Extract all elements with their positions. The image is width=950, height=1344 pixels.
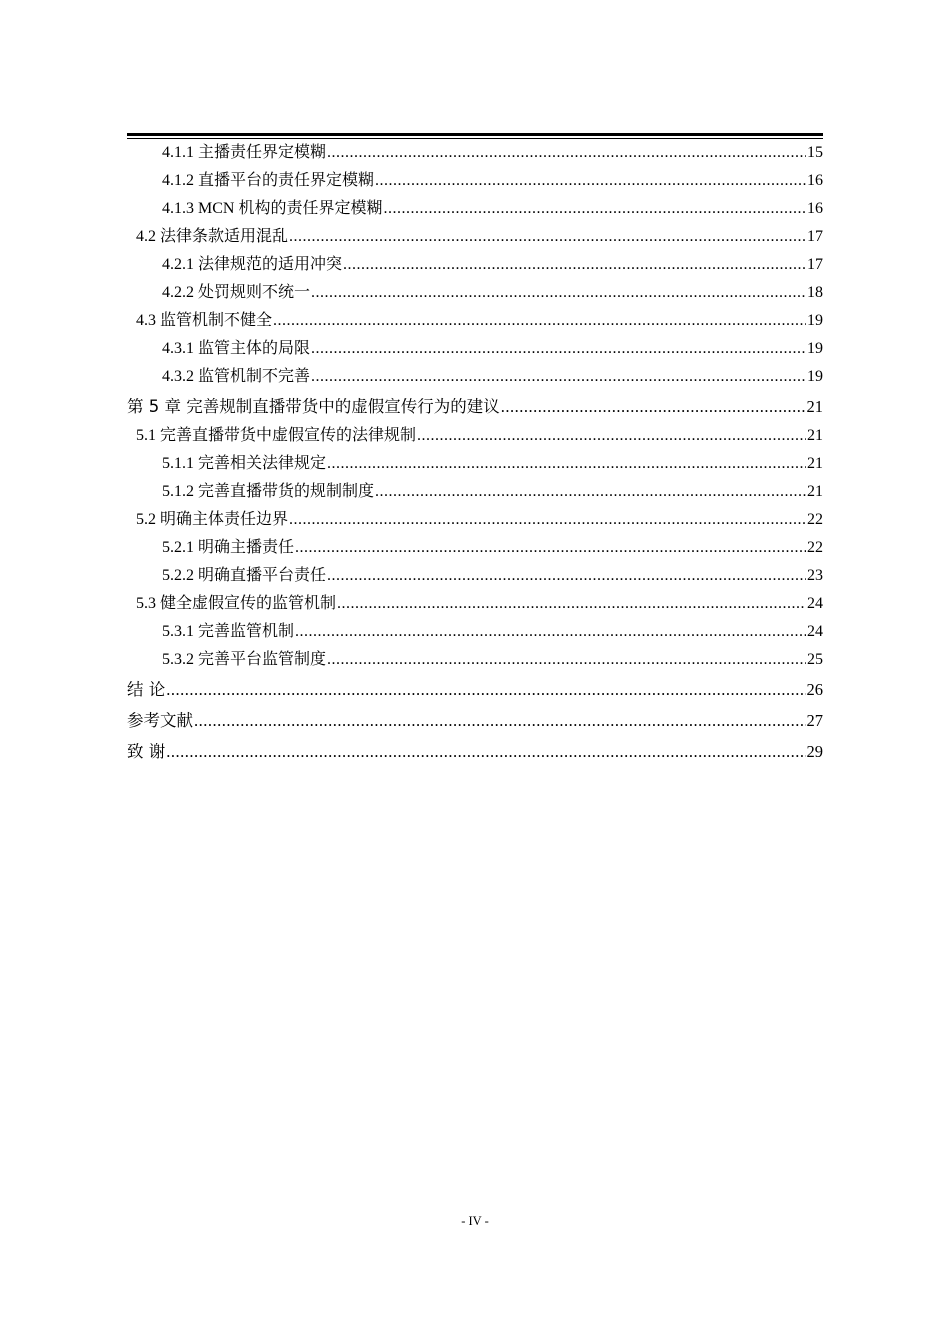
- toc-entry-label: 4.3.1 监管主体的局限: [162, 340, 311, 357]
- toc-dot-leader: [417, 422, 806, 450]
- toc-entry-label: 4.2 法律条款适用混乱: [136, 228, 289, 245]
- toc-entry[interactable]: [127, 363, 823, 391]
- page-number-footer: - IV -: [461, 1214, 489, 1228]
- toc-dot-leader: [166, 736, 805, 767]
- toc-entry[interactable]: [127, 534, 823, 562]
- toc-entry-label: 4.1.3 MCN 机构的责任界定模糊: [162, 200, 383, 217]
- toc-dot-leader: [327, 450, 806, 478]
- toc-entry-label: 5.2.1 明确主播责任: [162, 539, 295, 556]
- toc-entry-page: 26: [806, 680, 823, 699]
- toc-chapter-entry[interactable]: [127, 705, 823, 736]
- toc-dot-leader: [194, 705, 806, 736]
- toc-entry-page: 24: [807, 623, 823, 640]
- toc-entry-page: 27: [806, 711, 823, 730]
- toc-dot-leader: [375, 167, 806, 195]
- toc-entry-page: 22: [807, 511, 823, 528]
- toc-entry-page: 21: [807, 455, 823, 472]
- toc-entry-label: 5.1.1 完善相关法律规定: [162, 455, 327, 472]
- toc-entry-label: 5.3.1 完善监管机制: [162, 623, 295, 640]
- toc-entry-page: 24: [807, 595, 823, 612]
- toc-chapter-entry[interactable]: [127, 674, 823, 705]
- toc-dot-leader: [311, 279, 806, 307]
- toc-entry[interactable]: [127, 139, 823, 167]
- toc-dot-leader: [327, 646, 806, 674]
- toc-entry-label: 致 谢: [127, 742, 166, 761]
- toc-entry-label: 4.1.1 主播责任界定模糊: [162, 144, 327, 161]
- toc-entry-label: 4.3.2 监管机制不完善: [162, 368, 311, 385]
- toc-entry-page: 17: [807, 256, 823, 273]
- toc-entry-page: 17: [807, 228, 823, 245]
- toc-entry-page: 15: [807, 144, 823, 161]
- toc-dot-leader: [327, 562, 806, 590]
- toc-entry-page: 25: [807, 651, 823, 668]
- toc-chapter-entry[interactable]: [127, 391, 823, 422]
- toc-entry-label: 5.1.2 完善直播带货的规制制度: [162, 483, 375, 500]
- toc-entry-page: 18: [807, 284, 823, 301]
- toc-dot-leader: [337, 590, 806, 618]
- toc-dot-leader: [273, 307, 806, 335]
- toc-dot-leader: [295, 618, 806, 646]
- header-rule-thick: [127, 133, 823, 136]
- toc-entry[interactable]: [127, 335, 823, 363]
- toc-dot-leader: [383, 195, 806, 223]
- toc-entry[interactable]: [127, 590, 823, 618]
- toc-entry[interactable]: [127, 279, 823, 307]
- toc-entry[interactable]: [127, 195, 823, 223]
- toc-entry-label: 参考文献: [127, 711, 193, 730]
- toc-entry-label: 4.2.2 处罚规则不统一: [162, 284, 311, 301]
- toc-entry-label: 4.3 监管机制不健全: [136, 312, 273, 329]
- toc-entry[interactable]: [127, 223, 823, 251]
- toc-entry-page: 21: [807, 427, 823, 444]
- toc-entry[interactable]: [127, 422, 823, 450]
- toc-dot-leader: [289, 506, 806, 534]
- toc-entry[interactable]: [127, 167, 823, 195]
- toc-entry-label: 5.1 完善直播带货中虚假宣传的法律规制: [136, 427, 417, 444]
- toc-entry-page: 22: [807, 539, 823, 556]
- toc-entry-page: 19: [807, 368, 823, 385]
- toc-entry-label: 5.3.2 完善平台监管制度: [162, 651, 327, 668]
- toc-entry[interactable]: [127, 450, 823, 478]
- toc-dot-leader: [343, 251, 806, 279]
- toc-chapter-entry[interactable]: [127, 736, 823, 767]
- toc-entry[interactable]: [127, 618, 823, 646]
- toc-dot-leader: [295, 534, 806, 562]
- toc-entry-label: 结 论: [127, 680, 166, 699]
- toc-entry[interactable]: [127, 251, 823, 279]
- toc-entry-page: 19: [807, 312, 823, 329]
- toc-entry-page: 16: [807, 200, 823, 217]
- toc-dot-leader: [327, 139, 806, 167]
- toc-entry-label: 5.3 健全虚假宣传的监管机制: [136, 595, 337, 612]
- toc-dot-leader: [501, 391, 806, 422]
- toc-entry-page: 16: [807, 172, 823, 189]
- toc-entry-label: 4.1.2 直播平台的责任界定模糊: [162, 172, 375, 189]
- toc-dot-leader: [311, 363, 806, 391]
- toc-entry[interactable]: [127, 307, 823, 335]
- toc-entry-page: 19: [807, 340, 823, 357]
- toc-dot-leader: [289, 223, 806, 251]
- toc-entry-label: 5.2 明确主体责任边界: [136, 511, 289, 528]
- table-of-contents: [127, 139, 823, 767]
- toc-entry-page: 29: [806, 742, 823, 761]
- toc-entry-page: 21: [807, 483, 823, 500]
- toc-dot-leader: [311, 335, 806, 363]
- toc-dot-leader: [375, 478, 806, 506]
- toc-entry[interactable]: [127, 506, 823, 534]
- toc-entry-page: 23: [807, 567, 823, 584]
- toc-entry[interactable]: [127, 562, 823, 590]
- toc-entry[interactable]: [127, 478, 823, 506]
- toc-entry-label: 4.2.1 法律规范的适用冲突: [162, 256, 343, 273]
- toc-entry-page: 21: [806, 397, 823, 416]
- toc-entry-label: 5.2.2 明确直播平台责任: [162, 567, 327, 584]
- toc-dot-leader: [166, 674, 805, 705]
- toc-entry[interactable]: [127, 646, 823, 674]
- toc-entry-label: 第 5 章 完善规制直播带货中的虚假宣传行为的建议: [127, 397, 500, 416]
